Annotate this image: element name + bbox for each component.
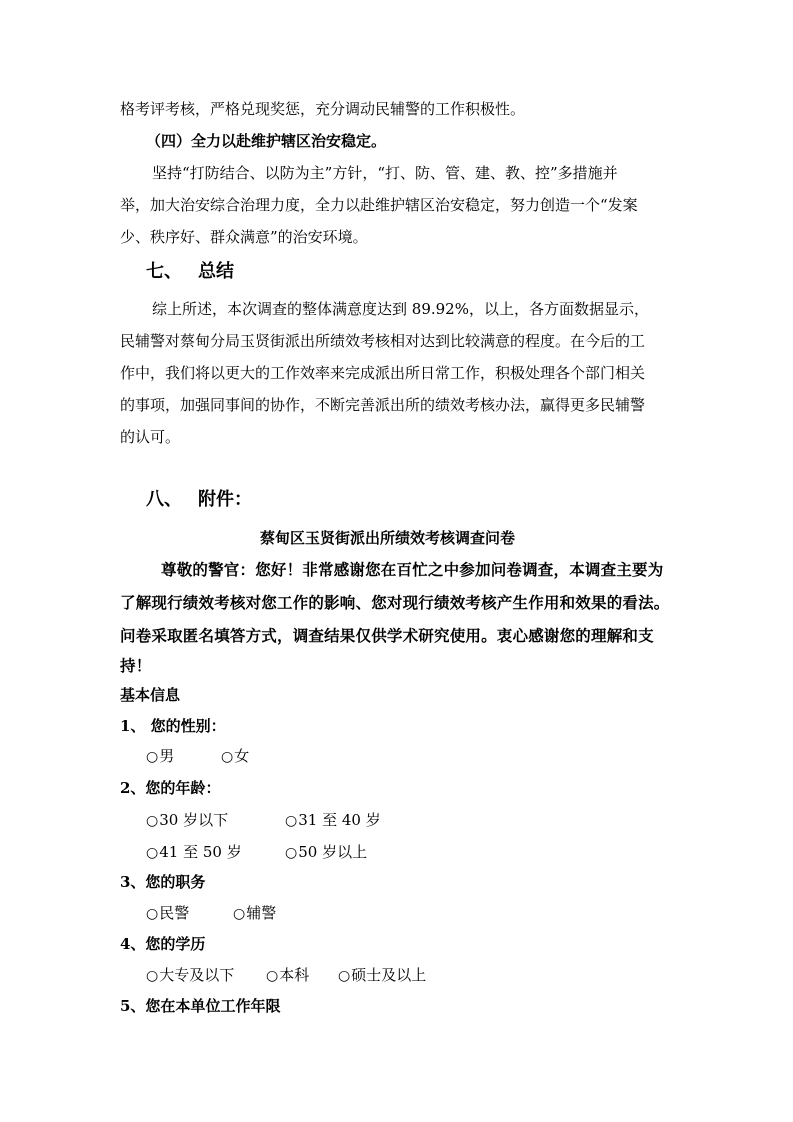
question-1-label: 1、 您的性别： xyxy=(120,717,226,735)
radio-circle-icon[interactable]: ○ xyxy=(338,968,351,984)
option-label: 男 xyxy=(159,747,175,765)
paragraph-line: 少、秩序好、群众满意”的治安环境。 xyxy=(120,228,368,246)
radio-option-over-50[interactable] xyxy=(285,842,367,863)
question-5-label: 5、您在本单位工作年限 xyxy=(120,997,281,1015)
paragraph-line: 综上所述，本次调查的整体满意度达到 89.92%，以上，各方面数据显示， xyxy=(152,300,649,318)
radio-circle-icon[interactable]: ○ xyxy=(221,749,234,765)
option-label: 41 至 50 岁 xyxy=(159,843,242,861)
paragraph-line: 的认可。 xyxy=(120,428,181,446)
intro-line: 尊敬的警官：您好！非常感谢您在百忙之中参加问卷调查，本调查主要为 xyxy=(161,560,664,579)
paragraph-line: 的事项，加强同事间的协作，不断完善派出所的绩效考核办法，赢得更多民辅警 xyxy=(120,396,646,414)
radio-option-master[interactable] xyxy=(338,965,426,986)
chapter-heading-summary xyxy=(146,262,234,282)
radio-option-college[interactable] xyxy=(146,965,266,986)
question-3-label: 3、您的职务 xyxy=(120,873,206,891)
option-label: 民警 xyxy=(159,904,190,922)
intro-line: 了解现行绩效考核对您工作的影响、您对现行绩效考核产生作用和效果的看法。 xyxy=(120,593,670,612)
question-1-options xyxy=(146,746,249,767)
question-2-options-row1 xyxy=(146,810,381,831)
radio-option-female[interactable] xyxy=(221,746,249,767)
chapter-heading-appendix xyxy=(146,490,252,510)
chapter-title: 总结 xyxy=(198,261,234,282)
radio-circle-icon[interactable]: ○ xyxy=(146,845,159,861)
radio-option-police[interactable] xyxy=(146,903,233,924)
paragraph-line: 坚持“打防结合、以防为主”方针，“打、防、管、建、教、控”多措施并 xyxy=(152,164,618,182)
question-4-label: 4、您的学历 xyxy=(120,935,206,953)
radio-circle-icon[interactable]: ○ xyxy=(285,813,298,829)
radio-option-under-30[interactable] xyxy=(146,810,285,831)
intro-line: 持！ xyxy=(120,656,152,675)
radio-circle-icon[interactable]: ○ xyxy=(146,813,159,829)
radio-circle-icon[interactable]: ○ xyxy=(146,968,159,984)
option-label: 辅警 xyxy=(246,904,277,922)
radio-option-auxiliary[interactable] xyxy=(233,903,276,924)
intro-line: 问卷采取匿名填答方式，调查结果仅供学术研究使用。衷心感谢您的理解和支 xyxy=(120,626,654,645)
radio-option-41-50[interactable] xyxy=(146,842,285,863)
chapter-number: 八、 xyxy=(146,489,182,510)
basic-info-heading: 基本信息 xyxy=(120,686,181,704)
question-2-label: 2、您的年龄： xyxy=(120,779,221,797)
section-heading: （四）全力以赴维护辖区治安稳定。 xyxy=(146,132,387,150)
chapter-title: 附件： xyxy=(198,489,252,510)
option-label: 50 岁以上 xyxy=(298,843,368,861)
option-label: 女 xyxy=(234,747,250,765)
question-2-options-row2 xyxy=(146,842,367,863)
option-label: 30 岁以下 xyxy=(159,811,229,829)
chapter-number: 七、 xyxy=(146,261,182,282)
radio-option-31-40[interactable] xyxy=(285,810,381,831)
radio-circle-icon[interactable]: ○ xyxy=(146,749,159,765)
question-4-options xyxy=(146,965,426,986)
radio-circle-icon[interactable]: ○ xyxy=(266,968,279,984)
option-label: 大专及以下 xyxy=(159,966,235,984)
option-label: 硕士及以上 xyxy=(351,966,427,984)
questionnaire-title: 蔡甸区玉贤街派出所绩效考核调查问卷 xyxy=(260,529,516,547)
radio-circle-icon[interactable]: ○ xyxy=(233,906,246,922)
radio-option-bachelor[interactable] xyxy=(266,965,338,986)
paragraph-line: 举，加大治安综合治理力度，全力以赴维护辖区治安稳定，努力创造一个“发案 xyxy=(120,196,638,214)
paragraph-line: 作中，我们将以更大的工作效率来完成派出所日常工作，积极处理各个部门相关 xyxy=(120,364,646,382)
paragraph-continuation: 格考评考核，严格兑现奖惩，充分调动民辅警的工作积极性。 xyxy=(120,100,526,118)
option-label: 31 至 40 岁 xyxy=(298,811,381,829)
radio-circle-icon[interactable]: ○ xyxy=(285,845,298,861)
question-3-options xyxy=(146,903,276,924)
option-label: 本科 xyxy=(279,966,310,984)
radio-circle-icon[interactable]: ○ xyxy=(146,906,159,922)
radio-option-male[interactable] xyxy=(146,746,221,767)
paragraph-line: 民辅警对蔡甸分局玉贤街派出所绩效考核相对达到比较满意的程度。在今后的工 xyxy=(120,332,646,350)
